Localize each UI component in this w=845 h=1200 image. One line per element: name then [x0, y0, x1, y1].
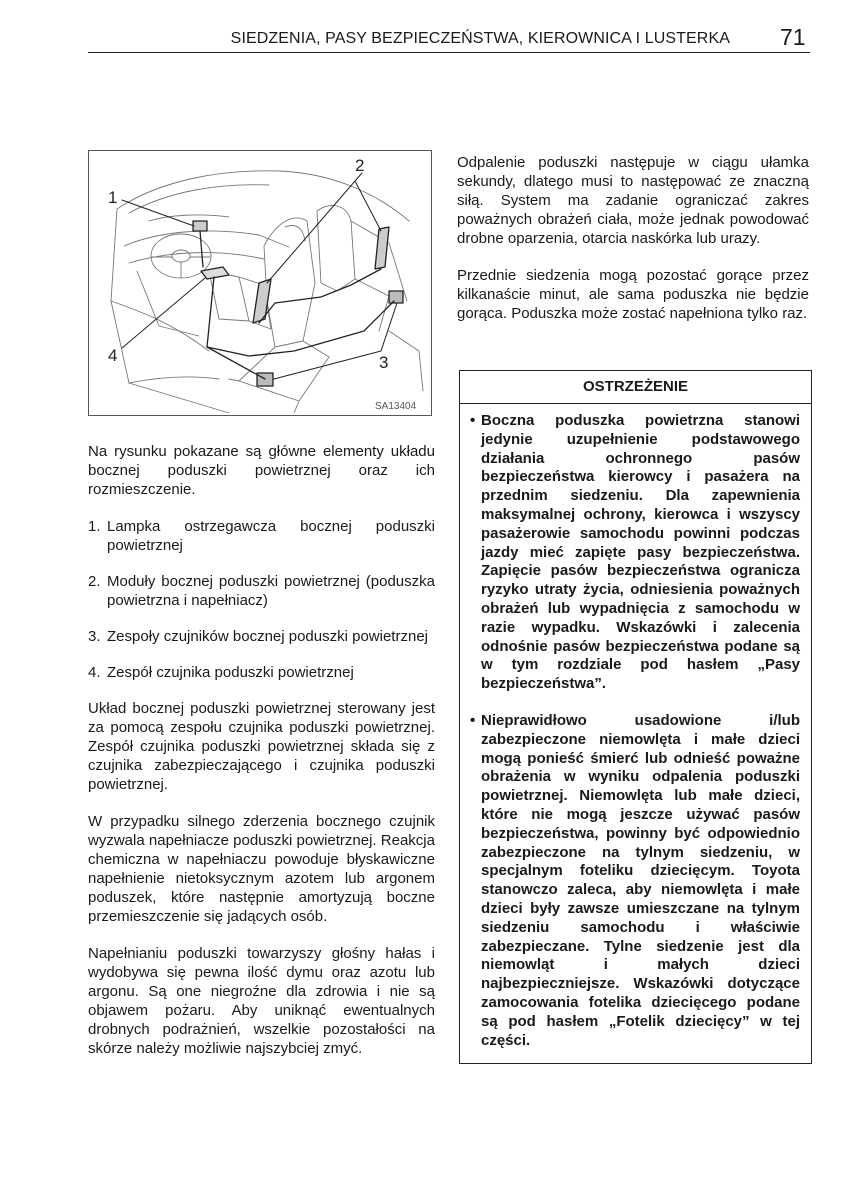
bullet-glyph: •: [470, 711, 476, 729]
component-item: [88, 517, 435, 555]
component-item: [88, 627, 435, 646]
component-text: Zespół czujnika poduszki powietrznej: [107, 664, 354, 681]
component-text: Lampka ostrzegawcza bocznej poduszki powietrznej: [107, 518, 435, 554]
component-list: [88, 517, 435, 682]
warning-title: OSTRZEŻENIE: [460, 371, 811, 404]
callout-3: 3: [379, 353, 389, 372]
warning-text: Boczna poduszka powietrzna stanowi jedynie uzupełnienie podstawowego działania ochronnego pasów bezpieczeństwa kierowcy i pasażera na przednim siedzeniu. Dla zapewnienia maksymalnej ochrony, kierowca i wszyscy pasażerowie samochodu powinni podczas jazdy mieć zapięte pasy bezpieczeństwa. Zapięcie pasów bezpieczeństwa ogranicza ryzyko utraty życia, odniesienia poważnych obrażeń lub wypadnięcia z samochodu w razie wypadku. Wskazówki i zalecenia odnośnie pasów bezpieczeństwa podane są w tym rozdziale pod hasłem „Pasy bezpieczeństwa”.: [481, 412, 800, 693]
body-paragraph: Układ bocznej poduszki powietrznej sterowany jest za pomocą zespołu czujnika poduszki powietrznej. Zespół czujnika poduszki powietrznej składa się z czujnika zabezpieczającego i czujnika poduszki powietrznej.: [88, 700, 435, 793]
airbag-system-illustration: [88, 150, 432, 416]
airbag-wiring: [193, 221, 403, 386]
component-text: Moduły bocznej poduszki powietrznej (poduszka powietrzna i napełniacz): [107, 573, 435, 609]
body-paragraph: W przypadku silnego zderzenia bocznego czujnik wyzwala napełniacze poduszki powietrznej. Reakcja chemiczna w napełniaczu powoduje błyskawiczne napełnienie nietoksycznym azotem lub argonem poduszek, które następnie amortyzują boczne przemieszczenie się jadących osób.: [88, 813, 435, 925]
component-number: 1.: [88, 518, 101, 535]
component-item: [88, 663, 435, 682]
running-header-title: SIEDZENIA, PASY BEZPIECZEŃSTWA, KIEROWNICA I LUSTERKA: [230, 30, 730, 47]
warning-text: Nieprawidłowo usadowione i/lub zabezpieczone niemowlęta i małe dzieci mogą ponieść śmierć lub odnieść poważne obrażenia w wyniku odpalenia poduszki powietrznej. Niemowlęta lub małe dzieci, które nie mogą jeszcze używać pasów bezpieczeństwa, powinny być odpowiednio zabezpieczone na tylnym siedzeniu, w specjalnym foteliku dziecięcym. Toyota stanowczo zaleca, aby niemowlęta i małe dzieci były zawsze umieszczane na tylnym siedzeniu samochodu i właściwie zabezpieczane. Tylne siedzenie jest dla niemowląt i małych dzieci najbezpieczniejsze. Wskazówki dotyczące zamocowania fotelika dziecięcego podane są pod hasłem „Fotelik dziecięcy” w tej części.: [481, 711, 800, 1049]
component-text: Zespoły czujników bocznej poduszki powietrznej: [107, 628, 428, 645]
callout-4: 4: [108, 346, 118, 365]
body-paragraph: Odpalenie poduszki następuje w ciągu ułamka sekundy, dlatego musi to następować ze znaczną siłą. System ma zadanie ograniczać zakres poważnych obrażeń ciała, może jednak powodować drobne oparzenia, otarcia naskórka lub urazy.: [457, 154, 809, 247]
component-number: 2.: [88, 573, 101, 590]
warning-item: [470, 712, 800, 1050]
callout-2: 2: [355, 156, 365, 175]
intro-paragraph: Na rysunku pokazane są główne elementy układu bocznej poduszki powietrznej oraz ich rozmieszczenie.: [88, 443, 435, 498]
warning-list: [460, 412, 811, 1050]
component-number: 4.: [88, 664, 101, 681]
callout-1: 1: [108, 188, 118, 207]
body-paragraph: Napełnianiu poduszki towarzyszy głośny hałas i wydobywa się pewna ilość dymu oraz azotu lub argonu. Są one niegroźne dla zdrowia i nie są objawem pożaru. Aby uniknąć ewentualnych drobnych podrażnień, wszelkie pozostałości na skórze należy możliwie najszybciej zmyć.: [88, 945, 435, 1057]
warning-box: [459, 370, 812, 1064]
callout-leaders: [122, 173, 397, 379]
left-column: [88, 442, 435, 1076]
bullet-glyph: •: [470, 412, 476, 429]
figure-code: SA13404: [375, 401, 417, 412]
header-rule: [88, 52, 810, 53]
body-paragraph: Przednie siedzenia mogą pozostać gorące przez kilkanaście minut, ale sama poduszka nie będzie gorąca. Poduszka może zostać napełniona tylko raz.: [457, 267, 809, 322]
warning-item: [470, 412, 800, 694]
page-number: 71: [780, 24, 806, 50]
component-item: [88, 572, 435, 610]
right-column: [457, 153, 809, 341]
component-number: 3.: [88, 628, 101, 645]
